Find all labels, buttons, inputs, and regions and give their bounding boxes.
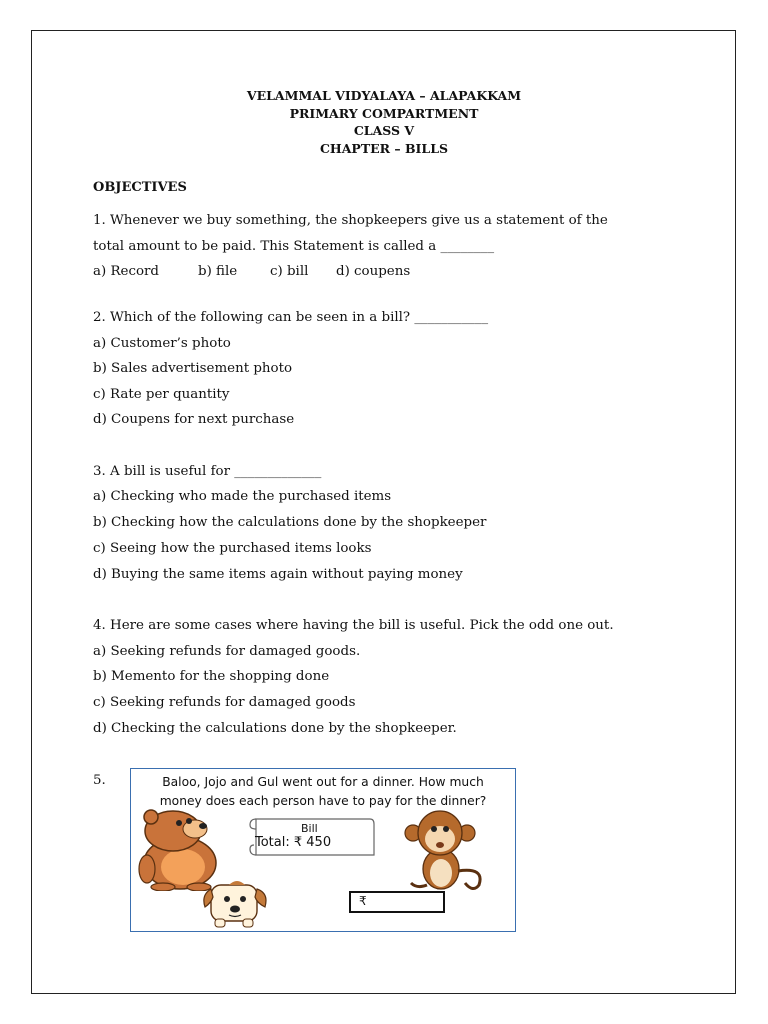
q2-text: 2. Which of the following can be seen in a bill? ___________: [93, 310, 489, 325]
q1-option-a: a) Record: [93, 264, 160, 279]
q3-option-b: b) Checking how the calculations done by the shopkeeper: [93, 515, 487, 530]
q3-option-c: c) Seeing how the purchased items looks: [93, 541, 372, 556]
q5-illustration-panel: [130, 768, 516, 932]
q1-line2: total amount to be paid. This Statement is called a ________: [93, 239, 495, 254]
q4-option-d: d) Checking the calculations done by the shopkeeper.: [93, 721, 457, 736]
chapter-name: CHAPTER – BILLS: [319, 140, 449, 156]
class-name: CLASS V: [353, 123, 415, 138]
q4-option-a: a) Seeking refunds for damaged goods.: [93, 644, 361, 659]
bill-label: Bill: [301, 822, 318, 835]
q2-option-d: d) Coupens for next purchase: [93, 412, 295, 427]
dog-illustration: [199, 877, 279, 929]
q5-question-line1: Baloo, Jojo and Gul went out for a dinner. How much: [162, 775, 484, 789]
q1-option-b: b) file: [198, 264, 238, 279]
section-name: PRIMARY COMPARTMENT: [289, 105, 479, 121]
q3-text: 3. A bill is useful for _____________: [93, 464, 322, 479]
q5-question-line2: money does each person have to pay for the dinner?: [159, 794, 487, 808]
rupee-symbol: ₹: [359, 894, 367, 908]
monkey-illustration: [401, 809, 491, 895]
q2-option-a: a) Customer’s photo: [93, 336, 231, 351]
q3-option-d: d) Buying the same items again without paying money: [93, 567, 463, 582]
q3-option-a: a) Checking who made the purchased items: [93, 489, 392, 504]
q4-option-c: c) Seeking refunds for damaged goods: [93, 695, 356, 710]
school-name: VELAMMAL VIDYALAYA – ALAPAKKAM: [246, 88, 522, 103]
q1-options: [93, 264, 410, 279]
q4-text: 4. Here are some cases where having the bill is useful. Pick the odd one out.: [93, 618, 614, 633]
objectives-heading: OBJECTIVES: [93, 180, 187, 195]
answer-box[interactable]: [349, 891, 445, 913]
q4-option-b: b) Memento for the shopping done: [93, 669, 330, 684]
q1-option-d: d) coupens: [336, 264, 411, 279]
q2-option-c: c) Rate per quantity: [93, 387, 230, 402]
q1-option-c: c) bill: [270, 264, 309, 279]
q5-question: [131, 773, 515, 811]
q2-option-b: b) Sales advertisement photo: [93, 361, 293, 376]
q5-number: 5.: [93, 773, 106, 788]
bill-total: Total: ₹ 450: [255, 835, 332, 850]
worksheet-header: [0, 87, 768, 157]
q1-line1: 1. Whenever we buy something, the shopkeepers give us a statement of the: [93, 213, 608, 228]
